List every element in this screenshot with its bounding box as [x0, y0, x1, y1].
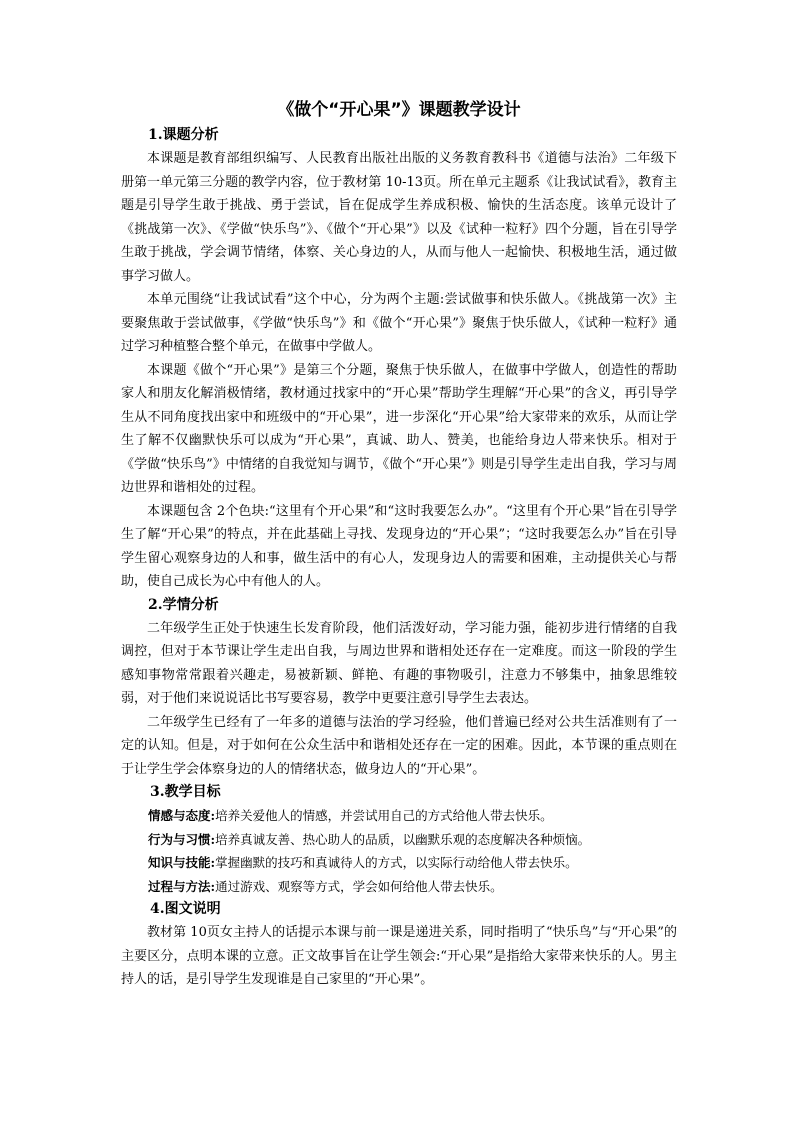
course-analysis-paragraph: 本课题包含 2个色块:“这里有个开心果”和“这时我要怎么办”。“这里有个开心果”旨在引导学生了解“开心果”的特点，并在此基础上寻找、发现身边的“开心果”；“这时我要怎么办”旨在引导学生留心观察身边的人和事，做生活中的有心人，发现身边人的需要和困难，主动提供关心与帮助，使自己成长为心中有他人的人。 [121, 503, 677, 589]
goal-label: 知识与技能: [148, 855, 216, 870]
illustration-notes-paragraph: 教材第 10页女主持人的话提示本课与前一课是递进关系，同时指明了“快乐鸟”与“开心果”的主要区分，点明本课的立意。正文故事旨在让学生领会:“开心果”是指给大家带来快乐的人。男主持人的话，是引导学生发现谁是自己家里的“开心果”。 [121, 925, 677, 987]
goal-text: 培养真诚友善、热心助人的品质，以幽默乐观的态度解决各种烦恼。 [215, 831, 591, 847]
course-analysis-paragraph: 本课题是教育部组织编写、人民教育出版社出版的义务教育教科书《道德与法治》二年级下册第一单元第三分题的教学内容，位于教材第 10-13页。所在单元主题系《让我试试看》，教育主题是引导学生敢于挑战、勇于尝试，旨在促成学生养成积极、愉快的生活态度。该单元设计了《挑战第一次》、《学做“快乐鸟”》、《做个“开心果”》以及《试种一粒籽》四个分题，旨在引导学生敢于挑战，学会调节情绪，体察、关心身边的人，从而与他人一起愉快、积极地生活，通过做事学习做人。 [121, 151, 677, 284]
section-heading-course-analysis: 1.课题分析 [148, 127, 219, 143]
teaching-goal-item [121, 804, 677, 828]
goal-text: 培养关爱他人的情感，并尝试用自己的方式给他人带去快乐。 [215, 808, 553, 823]
student-analysis-paragraph: 二年级学生正处于快速生长发育阶段，他们活泼好动，学习能力强，能初步进行情绪的自我调控，但对于本节课让学生走出自我，与周边世界和谐相处还存在一定难度。而这一阶段的学生感知事物常常跟着兴趣走，易被新颖、鲜艳、有趣的事物吸引，注意力不够集中，抽象思维较弱，对于他们来说说话比书写要容易，教学中更要注意引导学生去表达。 [121, 620, 677, 706]
section-heading-student-analysis: 2.学情分析 [148, 596, 219, 613]
student-analysis-paragraph: 二年级学生已经有了一年多的道德与法治的学习经验，他们普遍已经对公共生活准则有了一定的认知。但是，对于如何在公众生活中和谐相处还存在一定的困难。因此，本节课的重点则在于让学生学会体察身边的人的情绪状态，做身边人的“开心果”。 [121, 714, 677, 777]
goal-text: 掌握幽默的技巧和真诚待人的方式，以实际行动给他人带去快乐。 [215, 855, 578, 870]
teaching-goal-item [121, 851, 677, 875]
course-analysis-paragraph: 本课题《做个“开心果”》是第三个分题，聚焦于快乐做人，在做事中学做人，创造性的帮助家人和朋友化解消极情绪，教材通过找家中的“开心果”帮助学生理解“开心果”的含义，再引导学生从不同角度找出家中和班级中的“开心果”，进一步深化“开心果”给大家带来的欢乐，从而让学生了解不仅幽默快乐可以成为“开心果”，真诚、助人、赞美，也能给身边人带来快乐。相对于《学做“快乐鸟”》中情绪的自我觉知与调节，《做个“开心果”》则是引导学生走出自我，学习与周边世界和谐相处的过程。 [121, 362, 677, 495]
document-body [121, 96, 677, 992]
teaching-goals-list [121, 804, 677, 898]
goal-label: 情感与态度: [148, 808, 216, 823]
goal-label: 过程与方法: [148, 878, 216, 894]
document-title: 《做个“开心果”》课题教学设计 [277, 100, 521, 120]
goal-text: 通过游戏、观察等方式，学会如何给他人带去快乐。 [215, 878, 503, 894]
teaching-goal-item [121, 875, 677, 899]
section-heading-illustration-notes: 4.图文说明 [150, 901, 221, 917]
course-analysis-paragraph: 本单元围绕“让我试试看”这个中心，分为两个主题:尝试做事和快乐做人。《挑战第一次》主要聚焦敢于尝试做事，《学做“快乐鸟”》和《做个“开心果”》聚焦于快乐做人，《试种一粒籽》通过学习种植整合整个单元，在做事中学做人。 [121, 292, 677, 354]
goal-label: 行为与习惯: [148, 831, 216, 847]
section-heading-teaching-goals: 3.教学目标 [150, 784, 221, 800]
teaching-goal-item [121, 828, 677, 852]
